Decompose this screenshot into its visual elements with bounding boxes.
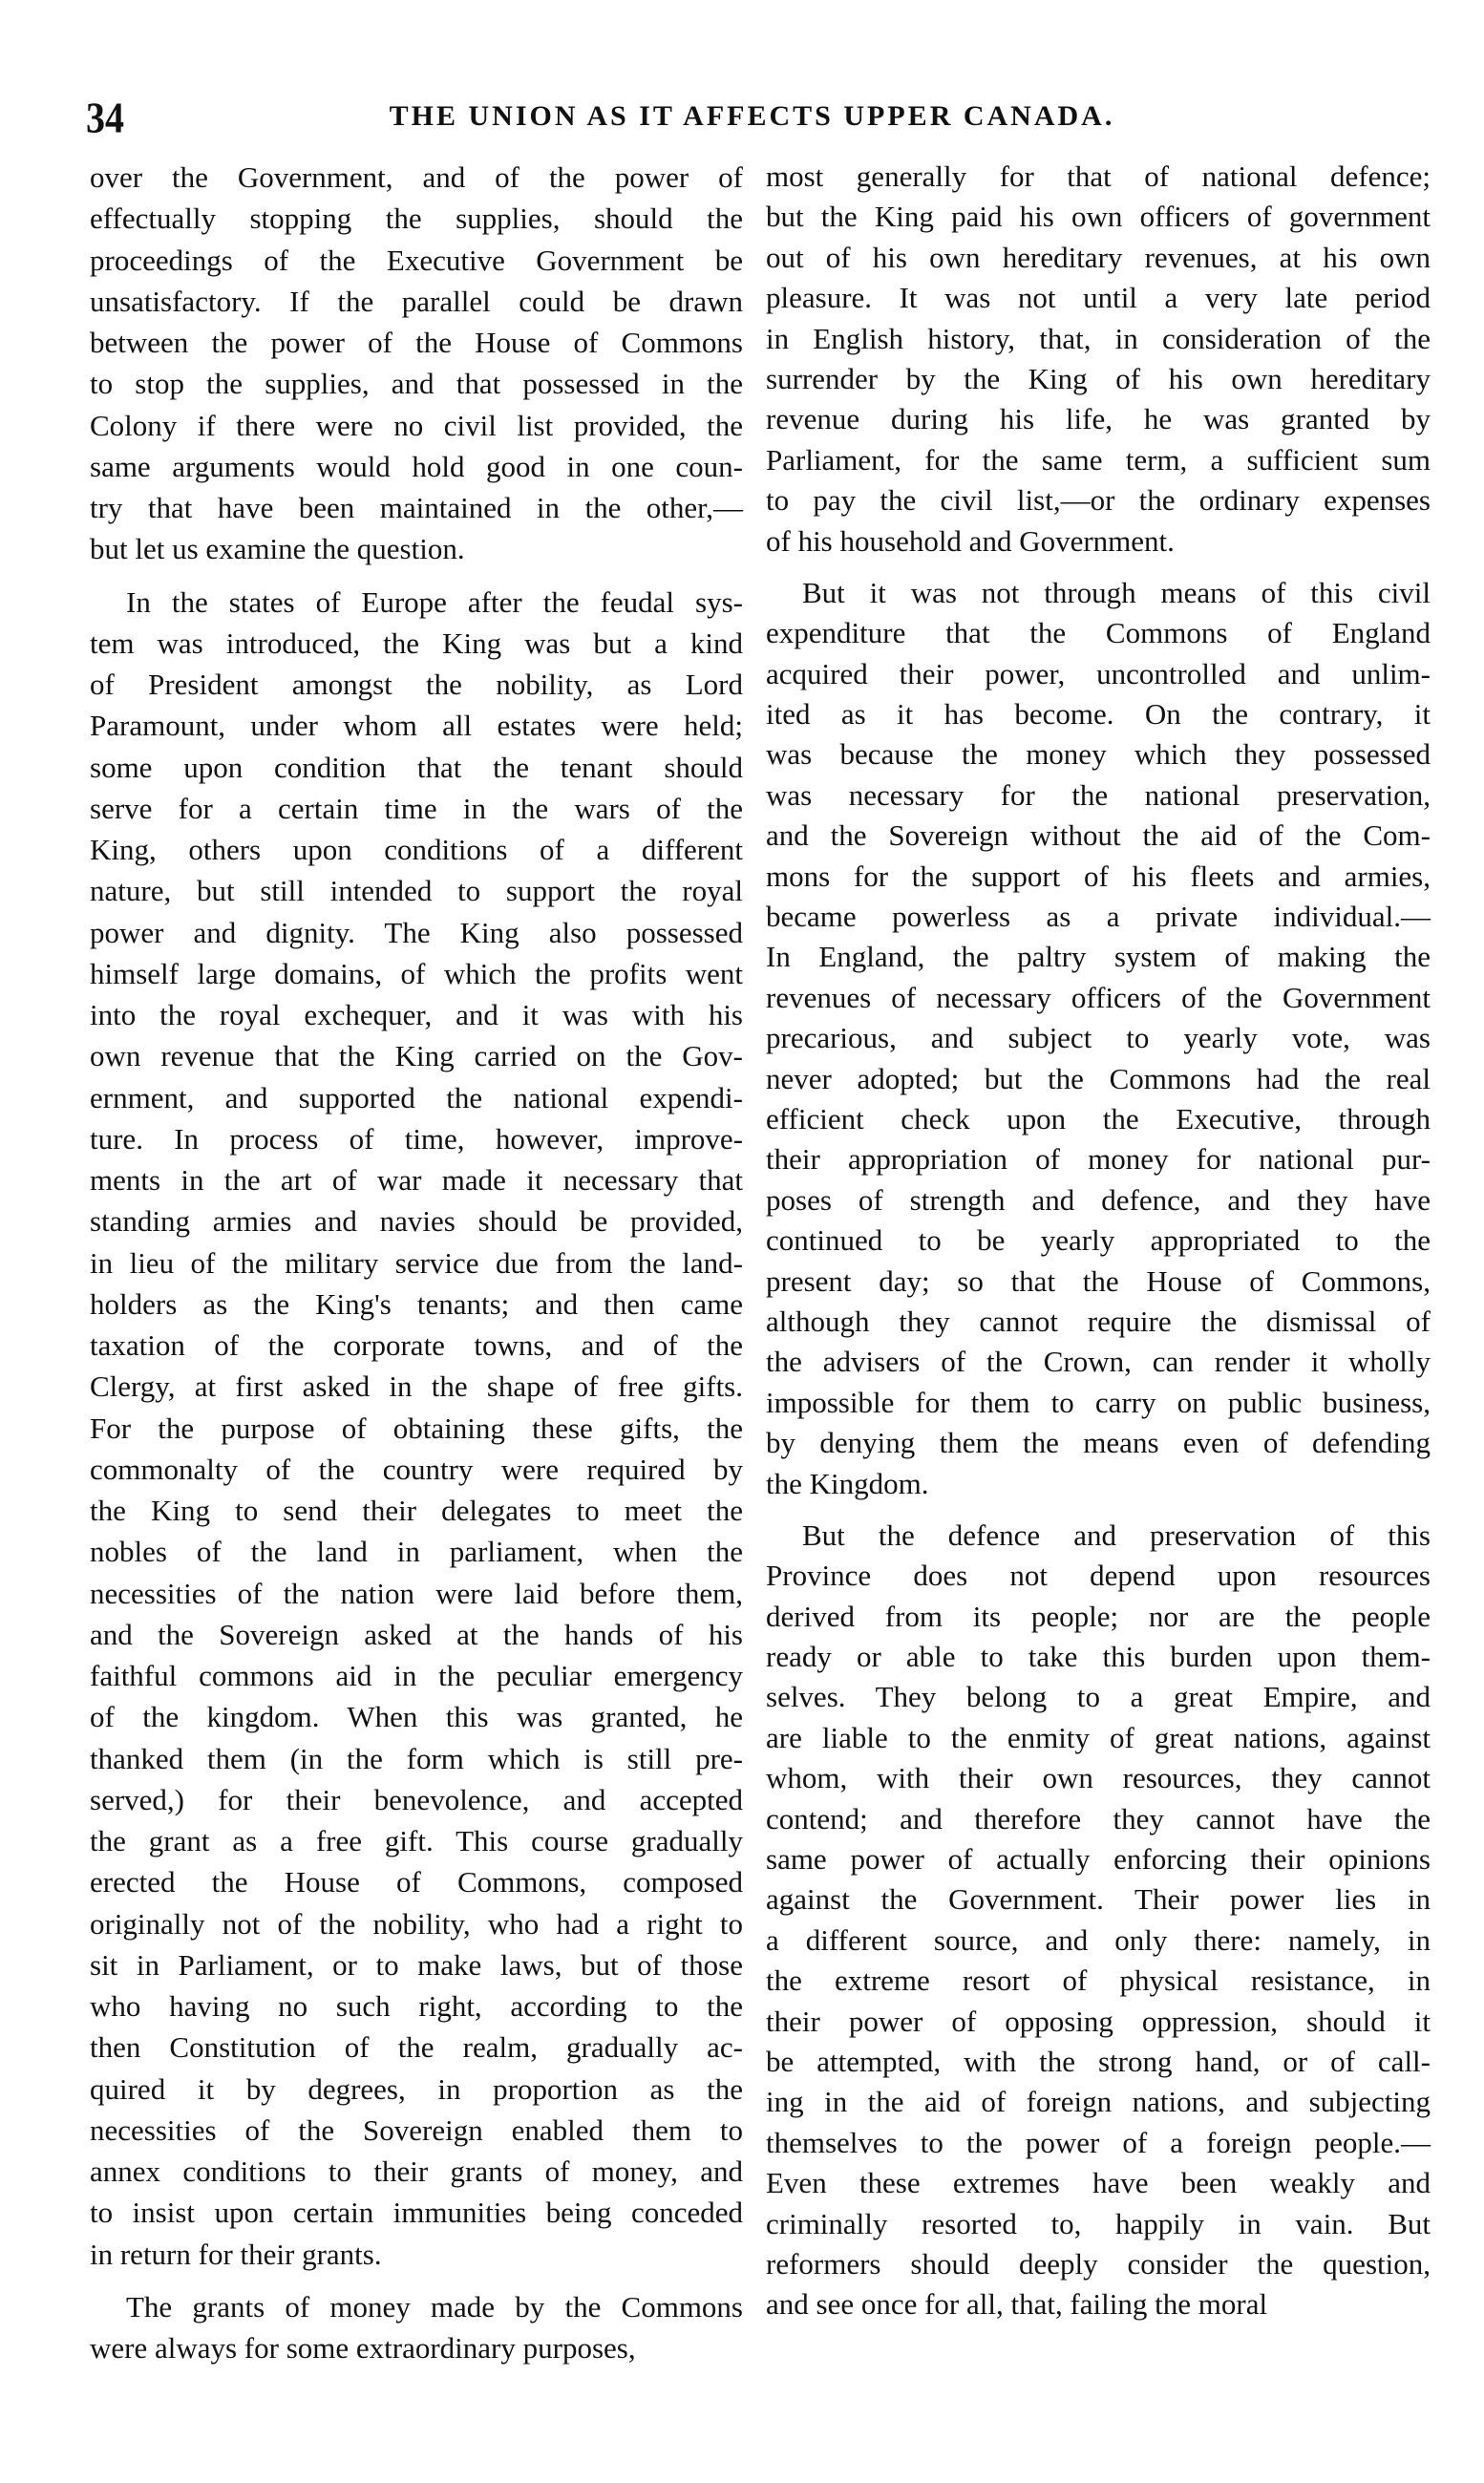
text-line: Parliament, for the same term, a sufficient sum (766, 442, 1431, 477)
text-line: their appropriation of money for national pur- (766, 1142, 1431, 1177)
text-line: ing in the aid of foreign nations, and subjecting (766, 2085, 1431, 2119)
text-line: In the states of Europe after the feudal sys- (126, 584, 743, 619)
text-line: in return for their grants. (90, 2237, 382, 2271)
text-line: against the Government. Their power lies in (766, 1882, 1431, 1917)
text-line: of the kingdom. When this was granted, he (90, 1700, 743, 1734)
text-line: Even these extremes have been weakly and (766, 2166, 1431, 2200)
text-line: some upon condition that the tenant should (90, 750, 743, 784)
text-line: continued to be yearly appropriated to the (766, 1223, 1431, 1258)
text-line: The grants of money made by the Commons (126, 2289, 743, 2324)
paragraph (90, 582, 743, 2275)
text-line: taxation of the corporate towns, and of the (90, 1328, 743, 1362)
text-line: own revenue that the King carried on the Gov- (90, 1039, 743, 1073)
text-line: ited as it has become. On the contrary, it (766, 697, 1431, 732)
text-line: over the Government, and of the power of (90, 160, 743, 194)
text-line: necessities of the Sovereign enabled them to (90, 2112, 743, 2147)
right-column (766, 157, 1431, 2325)
text-line: was because the money which they possessed (766, 737, 1431, 772)
text-line: the extreme resort of physical resistance, in (766, 1963, 1431, 1998)
text-line: are liable to the enmity of great nations, against (766, 1720, 1431, 1754)
text-line: but the King paid his own officers of government (766, 200, 1431, 234)
text-line: mons for the support of his fleets and armies, (766, 859, 1431, 893)
text-line: themselves to the power of a foreign people.— (766, 2125, 1431, 2159)
text-line: out of his own hereditary revenues, at his own (766, 240, 1431, 274)
text-line: to pay the civil list,—or the ordinary expenses (766, 483, 1431, 518)
text-line: himself large domains, of which the profits went (90, 956, 743, 990)
text-line: erected the House of Commons, composed (90, 1865, 743, 1899)
text-line: serve for a certain time in the wars of the (90, 791, 743, 825)
text-line: unsatisfactory. If the parallel could be drawn (90, 284, 743, 318)
text-line: Province does not depend upon resources (766, 1559, 1431, 1593)
text-line: faithful commons aid in the peculiar emergency (90, 1659, 743, 1692)
text-line: precarious, and subject to yearly vote, was (766, 1021, 1431, 1055)
text-line: sit in Parliament, or to make laws, but of those (90, 1947, 743, 1982)
paragraph (90, 2286, 743, 2369)
text-line: standing armies and navies should be provided, (90, 1204, 743, 1239)
paragraph (766, 1516, 1431, 2325)
text-line: then Constitution of the realm, gradually ac- (90, 2030, 743, 2065)
text-line: to stop the supplies, and that possessed in the (90, 367, 743, 401)
text-line: effectually stopping the supplies, should the (90, 202, 743, 236)
text-line: ture. In process of time, however, improve- (90, 1121, 743, 1156)
text-line: who having no such right, according to the (90, 1989, 743, 2023)
text-line: revenues of necessary officers of the Government (766, 980, 1431, 1014)
text-line: revenue during his life, he was granted by (766, 402, 1431, 436)
text-line: nature, but still intended to support the royal (90, 874, 743, 908)
text-line: served,) for their benevolence, and accepted (90, 1782, 743, 1816)
text-line: Paramount, under whom all estates were held; (90, 709, 743, 743)
text-line: and see once for all, that, failing the moral (766, 2287, 1268, 2322)
text-line: ments in the art of war made it necessary that (90, 1163, 743, 1197)
text-line: contend; and therefore they cannot have the (766, 1801, 1431, 1836)
page-number: 34 (86, 93, 124, 142)
text-line: of his household and Government. (766, 523, 1175, 558)
text-line: annex conditions to their grants of money, and (90, 2154, 743, 2188)
text-line: but let us examine the question. (90, 532, 465, 566)
text-line: Clergy, at first asked in the shape of free gifts. (90, 1369, 743, 1404)
text-line: never adopted; but the Commons had the real (766, 1061, 1431, 1095)
text-line: holders as the King's tenants; and then came (90, 1286, 743, 1321)
text-line: tem was introduced, the King was but a kind (90, 626, 743, 660)
text-line: surrender by the King of his own hereditary (766, 361, 1431, 395)
text-line: by denying them the means even of defending (766, 1426, 1431, 1460)
text-line: became powerless as a private individual.— (766, 900, 1431, 934)
text-line: same power of actually enforcing their opinions (766, 1842, 1431, 1877)
text-line: commonalty of the country were required by (90, 1452, 743, 1486)
text-line: the grant as a free gift. This course gradually (90, 1824, 743, 1857)
text-line: But it was not through means of this civil (802, 575, 1431, 609)
left-column (90, 157, 743, 2368)
text-line: reformers should deeply consider the question, (766, 2246, 1431, 2281)
text-line: a different source, and only there: namely, in (766, 1922, 1431, 1957)
paragraph (90, 157, 743, 570)
text-line: between the power of the House of Commons (90, 326, 743, 359)
text-line: expenditure that the Commons of England (766, 616, 1431, 650)
text-line: the Kingdom. (766, 1466, 929, 1500)
running-title: THE UNION AS IT AFFECTS UPPER CANADA. (389, 100, 1115, 132)
text-line: pleasure. It was not until a very late period (766, 281, 1431, 315)
text-line: try that have been maintained in the other,— (90, 491, 743, 524)
text-line: For the purpose of obtaining these gifts, the (90, 1411, 743, 1445)
text-line: necessities of the nation were laid before them, (90, 1576, 743, 1610)
text-line: whom, with their own resources, they cannot (766, 1761, 1431, 1795)
text-line: criminally resorted to, happily in vain. But (766, 2206, 1431, 2240)
text-line: nobles of the land in parliament, when the (90, 1535, 743, 1569)
text-line: power and dignity. The King also possessed (90, 915, 743, 949)
text-line: derived from its people; nor are the people (766, 1599, 1431, 1633)
text-line: acquired their power, uncontrolled and unlim- (766, 656, 1431, 690)
text-line: impossible for them to carry on public business, (766, 1385, 1431, 1419)
text-line: of President amongst the nobility, as Lord (90, 668, 743, 701)
text-line: King, others upon conditions of a different (90, 833, 743, 866)
text-line: originally not of the nobility, who had a right to (90, 1906, 743, 1941)
text-line: was necessary for the national preservation, (766, 777, 1431, 812)
text-line: But the defence and preservation of this (802, 1517, 1431, 1552)
text-line: poses of strength and defence, and they have (766, 1182, 1431, 1217)
text-line: be attempted, with the strong hand, or of call- (766, 2044, 1431, 2078)
text-line: Colony if there were no civil list provided, the (90, 408, 743, 442)
text-line: same arguments would hold good in one coun- (90, 449, 743, 483)
text-line: into the royal exchequer, and it was with his (90, 998, 743, 1031)
text-line: present day; so that the House of Commons, (766, 1263, 1431, 1298)
text-line: the King to send their delegates to meet the (90, 1494, 743, 1527)
text-line: In England, the paltry system of making the (766, 940, 1431, 974)
text-line: proceedings of the Executive Government be (90, 243, 743, 277)
text-line: were always for some extraordinary purposes, (90, 2331, 636, 2365)
text-line: the advisers of the Crown, can render it wholly (766, 1345, 1431, 1379)
text-line: quired it by degrees, in proportion as the (90, 2071, 743, 2106)
text-line: and the Sovereign asked at the hands of his (90, 1617, 743, 1651)
text-line: in English history, that, in consideration of the (766, 321, 1431, 355)
text-line: ernment, and supported the national expendi- (90, 1080, 743, 1114)
text-line: their power of opposing oppression, should it (766, 2004, 1431, 2038)
paragraph (766, 573, 1431, 1504)
text-line: in lieu of the military service due from the land- (90, 1245, 743, 1280)
text-line: although they cannot require the dismissal of (766, 1304, 1431, 1338)
text-line: selves. They belong to a great Empire, and (766, 1680, 1431, 1714)
text-line: efficient check upon the Executive, through (766, 1101, 1431, 1135)
text-line: and the Sovereign without the aid of the Com- (766, 818, 1431, 853)
text-line: to insist upon certain immunities being conceded (90, 2196, 743, 2230)
paragraph (766, 157, 1431, 562)
text-line: ready or able to take this burden upon them- (766, 1640, 1431, 1674)
text-line: thanked them (in the form which is still pre- (90, 1741, 743, 1775)
text-line: most generally for that of national defence; (766, 159, 1431, 193)
